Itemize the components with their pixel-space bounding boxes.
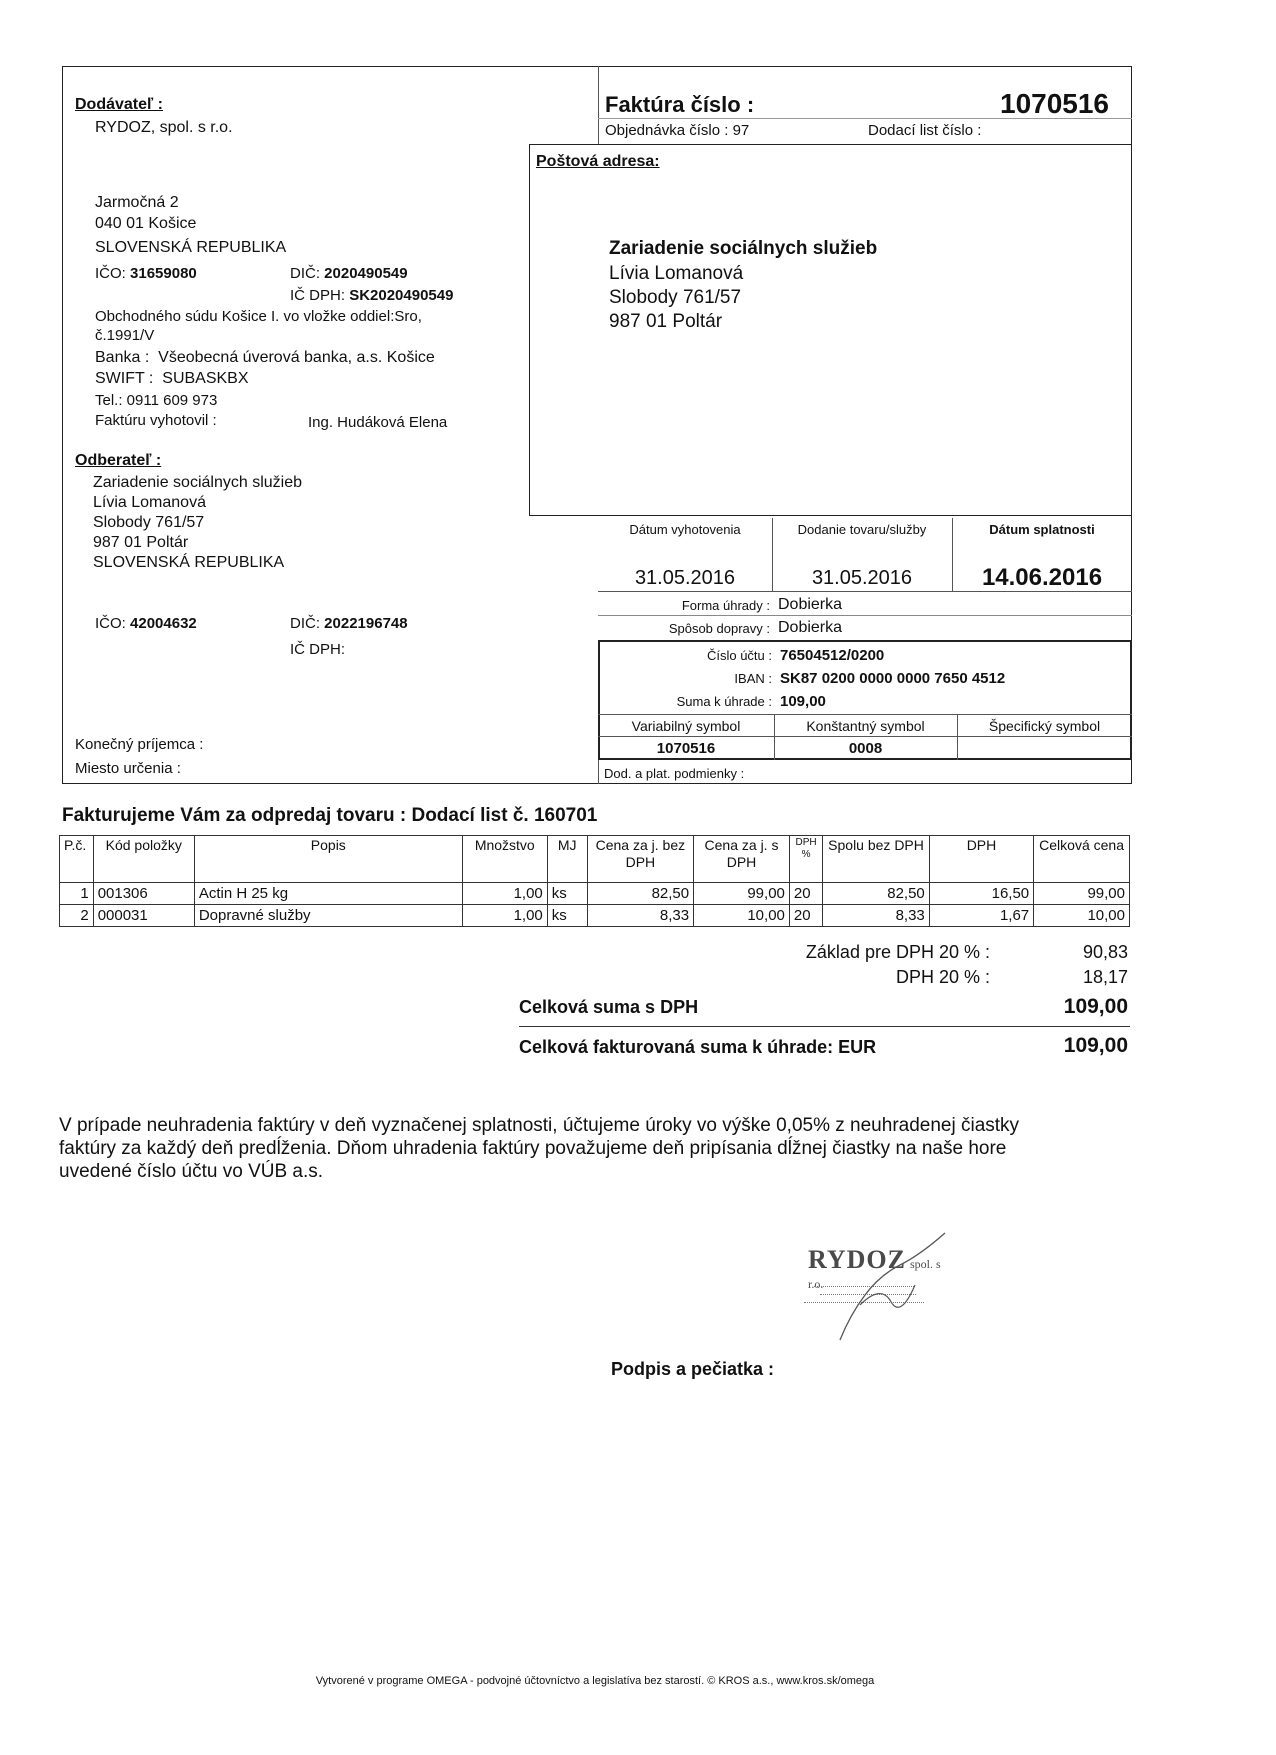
- col-header-total-ex: Spolu bez DPH: [823, 836, 930, 883]
- supplier-name: RYDOZ, spol. s r.o.: [95, 119, 233, 136]
- col-header-price-ex: Cena za j. bez DPH: [587, 836, 694, 883]
- supplier-swift-label: SWIFT :: [95, 370, 154, 387]
- col-header-desc: Popis: [194, 836, 462, 883]
- supplier-dic: [290, 264, 408, 283]
- ks-value: 0008: [848, 740, 883, 757]
- col-header-pc: P.č.: [60, 836, 94, 883]
- supplier-ico-label: IČO:: [95, 265, 126, 282]
- ss-label: Špecifický symbol: [988, 718, 1101, 734]
- payment-form-rule: [598, 615, 1132, 616]
- supplier-city: 040 01 Košice: [95, 215, 197, 232]
- vs-label: Variabilný symbol: [631, 718, 741, 734]
- supplier-ico-value: 31659080: [130, 265, 197, 282]
- supplier-bank: [95, 348, 435, 368]
- customer-ico: [95, 614, 197, 633]
- supplier-country: SLOVENSKÁ REPUBLIKA: [95, 239, 287, 256]
- customer-dic: [290, 614, 408, 633]
- col-header-vat: DPH: [929, 836, 1033, 883]
- supplier-dic-value: 2020490549: [324, 265, 408, 282]
- payment-form-label: Forma úhrady :: [681, 598, 770, 613]
- col-header-vat-pct: DPH %: [789, 836, 822, 883]
- supplier-swift: [95, 369, 249, 389]
- signature-scribble: [820, 1225, 970, 1355]
- issued-by-value: Ing. Hudáková Elena: [308, 414, 448, 431]
- conditions-label: Dod. a plat. podmienky :: [604, 766, 745, 781]
- customer-line2: Lívia Lomanová: [93, 494, 206, 511]
- software-footer: Vytvorené v programe OMEGA - podvojné účtovníctvo a legislatíva bez starostí. © KROS a.s., www.kros.sk/omega: [315, 1675, 875, 1687]
- cell-unit: ks: [547, 905, 587, 927]
- symbols-mid-rule: [598, 736, 1132, 737]
- supplier-street: Jarmočná 2: [95, 194, 179, 211]
- cell-code: 000031: [93, 905, 194, 927]
- col-header-unit: MJ: [547, 836, 587, 883]
- table-row: [60, 883, 1130, 905]
- totals-rule: [519, 1026, 1130, 1027]
- customer-ico-value: 42004632: [130, 615, 197, 632]
- cell-vat-pct: 20: [789, 905, 822, 927]
- cell-total: 99,00: [1034, 883, 1130, 905]
- vs-value: 1070516: [656, 740, 716, 757]
- col-header-price-inc: Cena za j. s DPH: [694, 836, 790, 883]
- customer-dic-value: 2022196748: [324, 615, 408, 632]
- vat-base-label: Základ pre DPH 20 % :: [805, 942, 990, 962]
- notice-line-2: faktúry za každý deň predĺženia. Dňom uhradenia faktúry považujeme deň pripísania dĺžnej čiastky na naše hore: [59, 1138, 1007, 1159]
- customer-line1: Zariadenie sociálnych služieb: [93, 474, 302, 491]
- items-header-row: [60, 836, 1130, 883]
- delivery-date-label: Dodanie tovaru/služby: [797, 522, 927, 537]
- transport-label: Spôsob dopravy :: [668, 621, 770, 636]
- cell-desc: Actin H 25 kg: [194, 883, 462, 905]
- col-header-total: Celková cena: [1034, 836, 1130, 883]
- symbols-top-rule: [598, 714, 1132, 715]
- order-number: Objednávka číslo : 97: [605, 122, 750, 139]
- signature-label: Podpis a pečiatka :: [611, 1359, 775, 1379]
- postal-address-line2: Lívia Lomanová: [609, 263, 744, 284]
- cell-price-inc: 10,00: [694, 905, 790, 927]
- ks-label: Konštantný symbol: [806, 718, 925, 734]
- sum-value: 109,00: [780, 693, 826, 710]
- col-header-qty: Množstvo: [462, 836, 547, 883]
- supplier-icdph-label: IČ DPH:: [290, 287, 346, 304]
- issue-date-label: Dátum vyhotovenia: [629, 522, 741, 537]
- due-date-value: 14.06.2016: [981, 564, 1103, 591]
- vat-amount-value: 18,17: [1082, 967, 1128, 987]
- transport-value: Dobierka: [778, 619, 843, 636]
- postal-address-line4: 987 01 Poltár: [609, 311, 723, 332]
- cell-vat: 16,50: [929, 883, 1033, 905]
- issued-by-label: Faktúru vyhotovil :: [95, 412, 217, 429]
- payment-form-value: Dobierka: [778, 596, 843, 613]
- cell-price-ex: 8,33: [587, 905, 694, 927]
- iban-label: IBAN :: [734, 671, 772, 686]
- invoice-title: Faktúra číslo :: [605, 92, 755, 117]
- cell-total: 10,00: [1034, 905, 1130, 927]
- account-label: Číslo účtu :: [706, 648, 772, 663]
- notice-line-1: V prípade neuhradenia faktúry v deň vyznačenej splatnosti, účtujeme úroky vo výške 0,05% z neuhradenej čiastky: [59, 1115, 1020, 1136]
- stamp-brand-text: RYDOZ: [808, 1245, 906, 1274]
- destination-label: Miesto určenia :: [75, 760, 181, 777]
- total-with-vat-label: Celková suma s DPH: [519, 997, 699, 1017]
- late-payment-notice: [59, 1114, 1019, 1183]
- delivery-date-value: 31.05.2016: [811, 567, 913, 589]
- iban-value: SK87 0200 0000 0000 7650 4512: [780, 670, 1006, 687]
- stamp-suffix: spol. s r.o.: [808, 1257, 941, 1291]
- postal-address-line1: Zariadenie sociálnych služieb: [609, 238, 878, 259]
- supplier-heading: Dodávateľ :: [75, 96, 163, 113]
- items-heading: Fakturujeme Vám za odpredaj tovaru : Dodací list č. 160701: [62, 805, 598, 826]
- vat-base-value: 90,83: [1082, 942, 1128, 962]
- supplier-icdph: [290, 286, 453, 305]
- cell-total-ex: 82,50: [823, 883, 930, 905]
- cell-pc: 2: [60, 905, 94, 927]
- customer-dic-label: DIČ:: [290, 615, 320, 632]
- cell-pc: 1: [60, 883, 94, 905]
- col-header-code: Kód položky: [93, 836, 194, 883]
- invoiced-sum-label: Celková fakturovaná suma k úhrade: EUR: [519, 1037, 877, 1057]
- supplier-bank-label: Banka :: [95, 349, 150, 366]
- invoice-number: 1070516: [1000, 88, 1110, 119]
- notice-line-3: uvedené číslo účtu vo VÚB a.s.: [59, 1161, 324, 1182]
- supplier-dic-label: DIČ:: [290, 265, 320, 282]
- customer-line3: Slobody 761/57: [93, 514, 205, 531]
- header-divider: [598, 66, 599, 144]
- cell-vat-pct: 20: [789, 883, 822, 905]
- supplier-ico: [95, 264, 197, 283]
- total-with-vat-value: 109,00: [1063, 995, 1128, 1018]
- cell-unit: ks: [547, 883, 587, 905]
- supplier-swift-value: SUBASKBX: [162, 370, 249, 387]
- supplier-registry-1: Obchodného súdu Košice I. vo vložke oddiel:Sro,: [95, 308, 422, 325]
- customer-country: SLOVENSKÁ REPUBLIKA: [93, 554, 285, 571]
- customer-heading: Odberateľ :: [75, 452, 162, 469]
- sum-label: Suma k úhrade :: [676, 694, 772, 709]
- cell-code: 001306: [93, 883, 194, 905]
- supplier-registry-2: č.1991/V: [95, 327, 155, 344]
- cell-vat: 1,67: [929, 905, 1033, 927]
- customer-ico-label: IČO:: [95, 615, 126, 632]
- cell-qty: 1,00: [462, 883, 547, 905]
- invoiced-sum-value: 109,00: [1063, 1034, 1128, 1057]
- final-recipient-label: Konečný príjemca :: [75, 736, 204, 753]
- cell-price-inc: 99,00: [694, 883, 790, 905]
- conditions-divider: [598, 760, 599, 784]
- table-row: [60, 905, 1130, 927]
- delivery-note-number: Dodací list číslo :: [868, 122, 982, 139]
- due-date-label: Dátum splatnosti: [989, 522, 1095, 537]
- cell-price-ex: 82,50: [587, 883, 694, 905]
- cell-desc: Dopravné služby: [194, 905, 462, 927]
- cell-qty: 1,00: [462, 905, 547, 927]
- supplier-tel: Tel.: 0911 609 973: [95, 392, 218, 409]
- vat-amount-label: DPH 20 % :: [895, 967, 990, 987]
- supplier-icdph-value: SK2020490549: [349, 287, 454, 304]
- customer-icdph-label: IČ DPH:: [290, 641, 346, 658]
- cell-total-ex: 8,33: [823, 905, 930, 927]
- account-value: 76504512/0200: [780, 647, 885, 664]
- items-table: [59, 835, 1130, 927]
- customer-line4: 987 01 Poltár: [93, 534, 189, 551]
- postal-address-heading: Poštová adresa:: [536, 153, 660, 170]
- supplier-bank-value: Všeobecná úverová banka, a.s. Košice: [158, 349, 435, 366]
- issue-date-value: 31.05.2016: [634, 567, 736, 589]
- postal-address-line3: Slobody 761/57: [609, 287, 742, 308]
